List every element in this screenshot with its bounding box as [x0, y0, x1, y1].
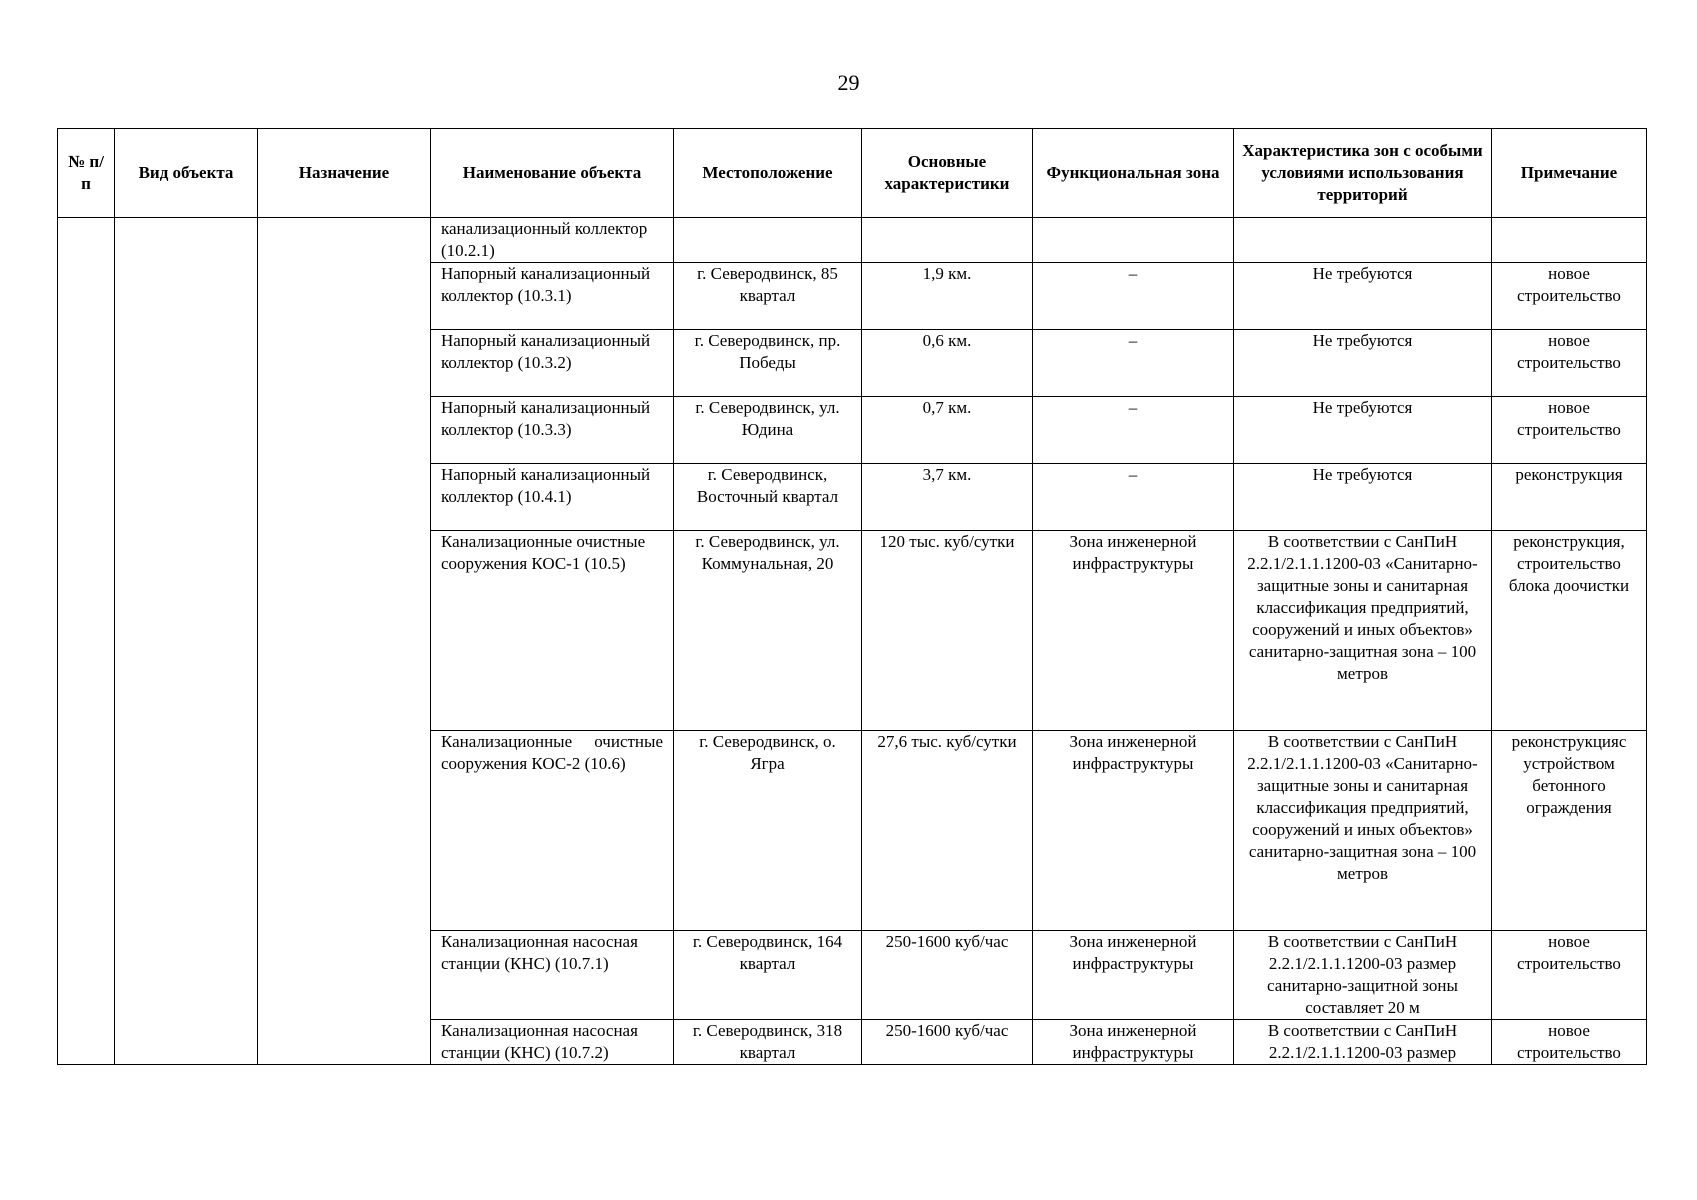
zone-cell: – — [1033, 464, 1234, 531]
special-cell: Не требуются — [1234, 397, 1492, 464]
header-purpose: Назначение — [258, 129, 431, 218]
characteristics-cell: 120 тыс. куб/сутки — [862, 531, 1033, 731]
objects-table — [57, 128, 1647, 1065]
name-cell: Напорный канализационный коллектор (10.4.1) — [431, 464, 674, 531]
special-cell: В соответствии с СанПиН 2.2.1/2.1.1.1200-03 размер — [1234, 1020, 1492, 1065]
location-cell: г. Северодвинск, ул. Коммунальная, 20 — [674, 531, 862, 731]
name-cell: Канализационные очистные сооружения КОС-2 (10.6) — [431, 731, 674, 931]
characteristics-cell — [862, 218, 1033, 263]
zone-cell: Зона инженерной инфраструктуры — [1033, 531, 1234, 731]
special-cell: В соответствии с СанПиН 2.2.1/2.1.1.1200-03 «Санитарно-защитные зоны и санитарная классификация предприятий, сооружений и иных объектов» санитарно-защитная зона – 100 метров — [1234, 531, 1492, 731]
location-cell: г. Северодвинск, о. Ягра — [674, 731, 862, 931]
num-cell — [58, 218, 115, 1065]
note-cell: реконструкция, строительство блока доочистки — [1492, 531, 1647, 731]
table-body — [58, 218, 1647, 1065]
note-cell: новое строительство — [1492, 330, 1647, 397]
note-cell: новое строительство — [1492, 931, 1647, 1020]
name-cell: Канализационная насосная станции (КНС) (10.7.1) — [431, 931, 674, 1020]
special-cell: Не требуются — [1234, 464, 1492, 531]
location-cell: г. Северодвинск, ул. Юдина — [674, 397, 862, 464]
page-number: 29 — [837, 70, 860, 95]
table-row — [58, 218, 1647, 263]
header-characteristics: Основные характеристики — [862, 129, 1033, 218]
special-cell: Не требуются — [1234, 330, 1492, 397]
zone-cell: – — [1033, 397, 1234, 464]
name-cell: Канализационная насосная станции (КНС) (10.7.2) — [431, 1020, 674, 1065]
location-cell: г. Северодвинск, 164 квартал — [674, 931, 862, 1020]
zone-cell: Зона инженерной инфраструктуры — [1033, 731, 1234, 931]
characteristics-cell: 250-1600 куб/час — [862, 931, 1033, 1020]
purpose-cell — [258, 218, 431, 1065]
characteristics-cell: 250-1600 куб/час — [862, 1020, 1033, 1065]
characteristics-cell: 0,6 км. — [862, 330, 1033, 397]
characteristics-cell: 3,7 км. — [862, 464, 1033, 531]
note-cell: новое строительство — [1492, 263, 1647, 330]
name-cell: Напорный канализационный коллектор (10.3.2) — [431, 330, 674, 397]
header-zone: Функциональная зона — [1033, 129, 1234, 218]
note-cell: реконструкцияс устройством бетонного ограждения — [1492, 731, 1647, 931]
location-cell — [674, 218, 862, 263]
note-cell — [1492, 218, 1647, 263]
type-cell — [115, 218, 258, 1065]
special-cell — [1234, 218, 1492, 263]
zone-cell: Зона инженерной инфраструктуры — [1033, 931, 1234, 1020]
zone-cell: Зона инженерной инфраструктуры — [1033, 1020, 1234, 1065]
location-cell: г. Северодвинск, Восточный квартал — [674, 464, 862, 531]
name-cell: Напорный канализационный коллектор (10.3.3) — [431, 397, 674, 464]
header-name: Наименование объекта — [431, 129, 674, 218]
header-special: Характеристика зон с особыми условиями использования территорий — [1234, 129, 1492, 218]
header-type: Вид объекта — [115, 129, 258, 218]
location-cell: г. Северодвинск, 85 квартал — [674, 263, 862, 330]
characteristics-cell: 1,9 км. — [862, 263, 1033, 330]
zone-cell — [1033, 218, 1234, 263]
zone-cell: – — [1033, 263, 1234, 330]
note-cell: новое строительство — [1492, 397, 1647, 464]
zone-cell: – — [1033, 330, 1234, 397]
characteristics-cell: 27,6 тыс. куб/сутки — [862, 731, 1033, 931]
header-note: Примечание — [1492, 129, 1647, 218]
header-num: № п/п — [58, 129, 115, 218]
header-location: Местоположение — [674, 129, 862, 218]
location-cell: г. Северодвинск, пр. Победы — [674, 330, 862, 397]
special-cell: Не требуются — [1234, 263, 1492, 330]
name-cell: канализационный коллектор (10.2.1) — [431, 218, 674, 263]
location-cell: г. Северодвинск, 318 квартал — [674, 1020, 862, 1065]
note-cell: реконструкция — [1492, 464, 1647, 531]
name-cell: Напорный канализационный коллектор (10.3.1) — [431, 263, 674, 330]
special-cell: В соответствии с СанПиН 2.2.1/2.1.1.1200-03 размер санитарно-защитной зоны составляет 20 м — [1234, 931, 1492, 1020]
characteristics-cell: 0,7 км. — [862, 397, 1033, 464]
note-cell: новое строительство — [1492, 1020, 1647, 1065]
name-cell: Канализационные очистные сооружения КОС-1 (10.5) — [431, 531, 674, 731]
special-cell: В соответствии с СанПиН 2.2.1/2.1.1.1200-03 «Санитарно-защитные зоны и санитарная классификация предприятий, сооружений и иных объектов» санитарно-защитная зона – 100 метров — [1234, 731, 1492, 931]
table-header — [58, 129, 1647, 218]
